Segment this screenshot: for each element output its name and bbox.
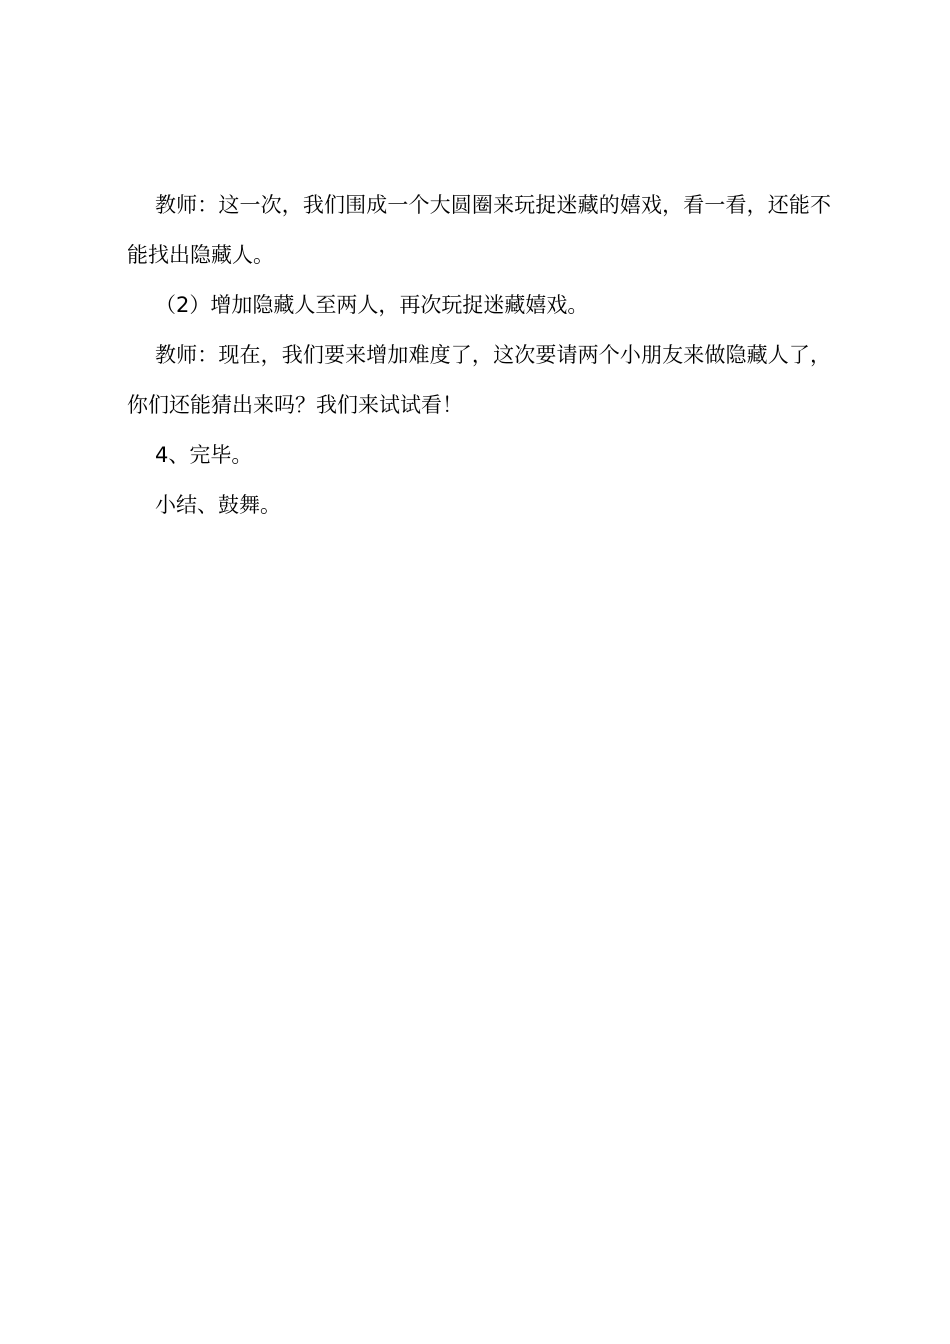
document-body: [127, 180, 831, 530]
paragraph-teacher-instruction-1: 教师：这一次，我们围成一个大圆圈来玩捉迷藏的嬉戏，看一看，还能不能找出隐藏人。: [127, 193, 831, 267]
paragraph-summary: 小结、鼓舞。: [155, 493, 281, 517]
paragraph-step-2: （2）增加隐藏人至两人，再次玩捉迷藏嬉戏。: [155, 293, 589, 317]
paragraph-teacher-instruction-2: 教师：现在，我们要来增加难度了，这次要请两个小朋友来做隐藏人了，你们还能猜出来吗？我们来试试看！: [127, 343, 831, 417]
paragraph-step-4: 4、完毕。: [155, 443, 253, 467]
